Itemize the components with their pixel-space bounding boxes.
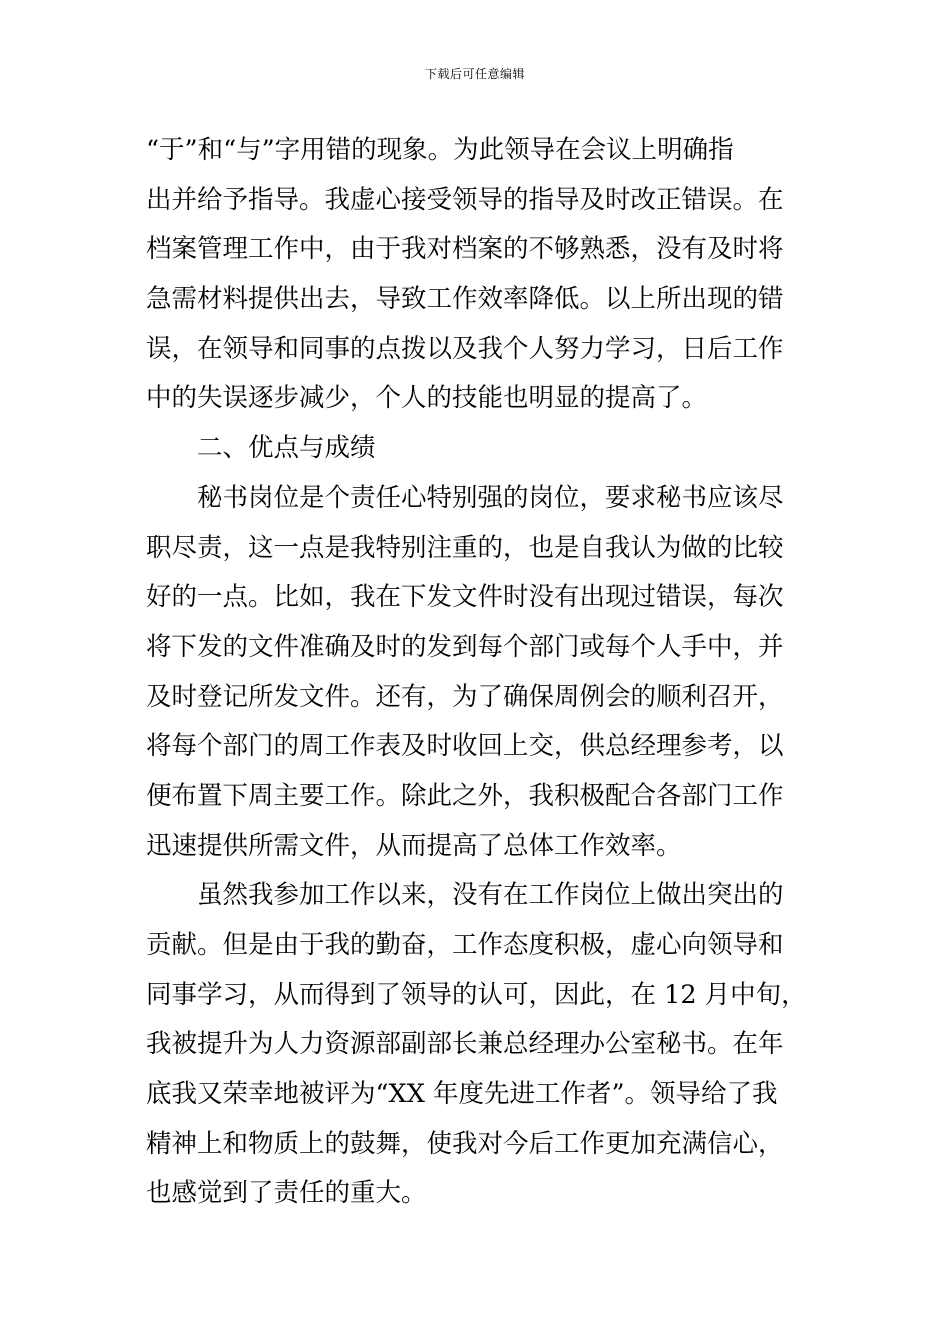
text-line: 贡献。但是由于我的勤奋，工作态度积极，虚心向领导和 <box>146 930 784 960</box>
text-line: 误，在领导和同事的点拨以及我个人努力学习，日后工作 <box>146 333 784 364</box>
page-header: 下载后可任意编辑 <box>424 67 525 81</box>
text-line: 也感觉到了责任的重大。 <box>146 1178 427 1209</box>
text-line: 档案管理工作中，由于我对档案的不够熟悉，没有及时将 <box>146 234 784 265</box>
text-line: 我被提升为人力资源部副部长兼总经理办公室秘书。在年 <box>146 1029 784 1060</box>
text-line-first: 虽然我参加工作以来，没有在工作岗位上做出突出的 <box>197 880 784 911</box>
text-line: 迅速提供所需文件，从而提高了总体工作效率。 <box>146 830 682 861</box>
document-body <box>146 126 816 1219</box>
text-line: 及时登记所发文件。还有，为了确保周例会的顺利召开， <box>146 681 784 712</box>
text-line: 精神上和物质上的鼓舞，使我对今后工作更加充满信心， <box>146 1128 784 1159</box>
text-line: 职尽责，这一点是我特别注重的，也是自我认为做的比较 <box>146 532 784 563</box>
text-line: 底我又荣幸地被评为“XX 年度先进工作者”。领导给了我 <box>146 1079 778 1110</box>
text-line: 同事学习，从而得到了领导的认可，因此，在 12 月中旬， <box>146 979 807 1010</box>
text-line: “于”和“与”字用错的现象。为此领导在会议上明确指 <box>146 135 734 165</box>
text-line: 中的失误逐步减少，个人的技能也明显的提高了。 <box>146 383 708 414</box>
section-heading-text: 二、优点与成绩 <box>197 433 376 464</box>
section-heading <box>146 424 816 474</box>
text-line: 好的一点。比如，我在下发文件时没有出现过错误，每次 <box>146 582 784 613</box>
paragraph-secretary <box>146 474 816 872</box>
paragraph-continued <box>146 126 816 424</box>
text-line-first: 秘书岗位是个责任心特别强的岗位，要求秘书应该尽 <box>197 482 784 513</box>
paragraph-promotion <box>146 871 816 1219</box>
text-line: 急需材料提供出去，导致工作效率降低。以上所出现的错 <box>146 284 784 315</box>
text-line: 出并给予指导。我虚心接受领导的指导及时改正错误。在 <box>146 184 784 215</box>
text-line: 将每个部门的周工作表及时收回上交，供总经理参考，以 <box>146 731 784 762</box>
text-line: 将下发的文件准确及时的发到每个部门或每个人手中，并 <box>146 631 784 662</box>
text-line: 便布置下周主要工作。除此之外，我积极配合各部门工作 <box>146 780 784 811</box>
